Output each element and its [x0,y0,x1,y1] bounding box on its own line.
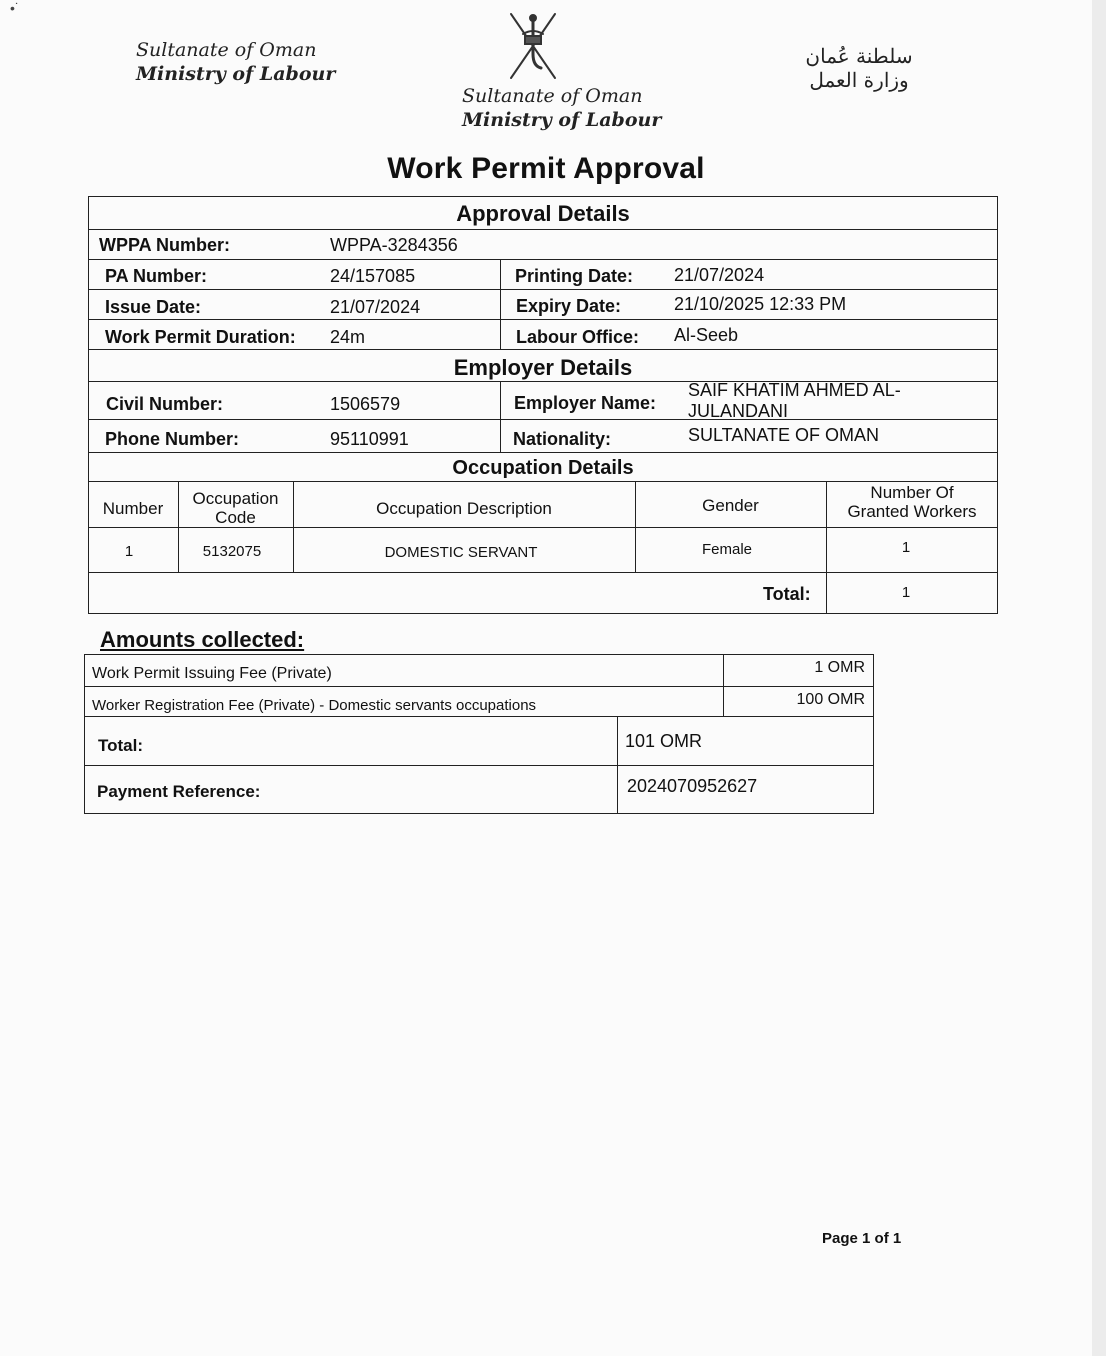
header-center-country: Sultanate of Oman [462,85,643,107]
header-center-ministry: Ministry of Labour [462,109,662,131]
phone-number-label: Phone Number: [105,429,240,449]
amount-total-value: 101 OMR [625,731,703,751]
phone-number-value: 95110991 [330,429,409,449]
col-workers-header-line2: Granted Workers [847,502,977,521]
col-code-header-line1: Occupation [192,489,279,508]
occupation-total-value: 1 [901,584,911,601]
row-workers: 1 [901,539,911,556]
page-title: Work Permit Approval [387,152,705,185]
header-arabic [800,44,918,92]
nationality-label: Nationality: [513,429,612,449]
employer-name-label: Employer Name: [514,393,657,413]
issue-date-label: Issue Date: [105,297,202,317]
civil-number-value: 1506579 [330,394,401,414]
header-arabic-country: سلطنة عُمان [805,44,913,68]
col-workers-header [826,483,998,521]
col-workers-header-line1: Number Of [870,483,954,502]
col-code-header [178,489,293,527]
wppa-value: WPPA-3284356 [330,235,458,255]
fee2-label: Worker Registration Fee (Private) - Domestic servants occupations [92,697,537,714]
oman-khanjar-emblem-icon [503,8,563,82]
occupation-total-label: Total: [763,584,811,604]
col-description-header: Occupation Description [376,499,552,518]
fee2-value: 100 OMR [796,691,865,708]
issue-date-value: 21/07/2024 [330,297,421,317]
nationality-value: SULTANATE OF OMAN [688,425,880,445]
header-center [462,84,661,132]
row-description: DOMESTIC SERVANT [384,544,538,561]
labour-office-label: Labour Office: [516,327,640,347]
amount-total-label: Total: [98,736,144,755]
col-gender-header: Gender [702,496,759,515]
header-left-ministry: Ministry of Labour [136,63,336,85]
fee1-label: Work Permit Issuing Fee (Private) [92,665,332,682]
occupation-details-heading: Occupation Details [452,457,634,479]
page-number: Page 1 of 1 [822,1230,902,1247]
header-left-country: Sultanate of Oman [136,39,317,61]
row-number: 1 [124,543,134,560]
labour-office-value: Al-Seeb [674,325,739,345]
duration-value: 24m [330,327,366,347]
duration-label: Work Permit Duration: [105,327,296,347]
employer-name-line2: JULANDANI [688,401,789,421]
row-gender: Female [701,541,753,558]
expiry-date-label: Expiry Date: [516,296,622,316]
pa-number-value: 24/157085 [330,266,416,286]
expiry-date-value: 21/10/2025 12:33 PM [674,294,847,314]
ink-mark: •˙ [10,0,20,16]
amounts-heading: Amounts collected: [100,627,305,652]
pa-number-label: PA Number: [105,266,208,286]
row-code: 5132075 [202,543,262,560]
scan-edge [1092,0,1106,1356]
employer-details-heading: Employer Details [453,355,633,380]
col-code-header-line2: Code [215,508,256,527]
printing-date-label: Printing Date: [515,266,634,286]
header-left [136,38,335,86]
civil-number-label: Civil Number: [106,394,224,414]
payment-reference-label: Payment Reference: [97,782,261,801]
printing-date-value: 21/07/2024 [674,265,765,285]
fee1-value: 1 OMR [814,659,865,676]
col-number-header: Number [102,499,164,518]
employer-name-line1: SAIF KHATIM AHMED AL- [688,380,901,400]
header-arabic-ministry: وزارة العمل [809,68,909,92]
approval-details-heading: Approval Details [456,201,630,226]
wppa-label: WPPA Number: [99,235,231,255]
payment-reference-value: 2024070952627 [627,776,758,796]
